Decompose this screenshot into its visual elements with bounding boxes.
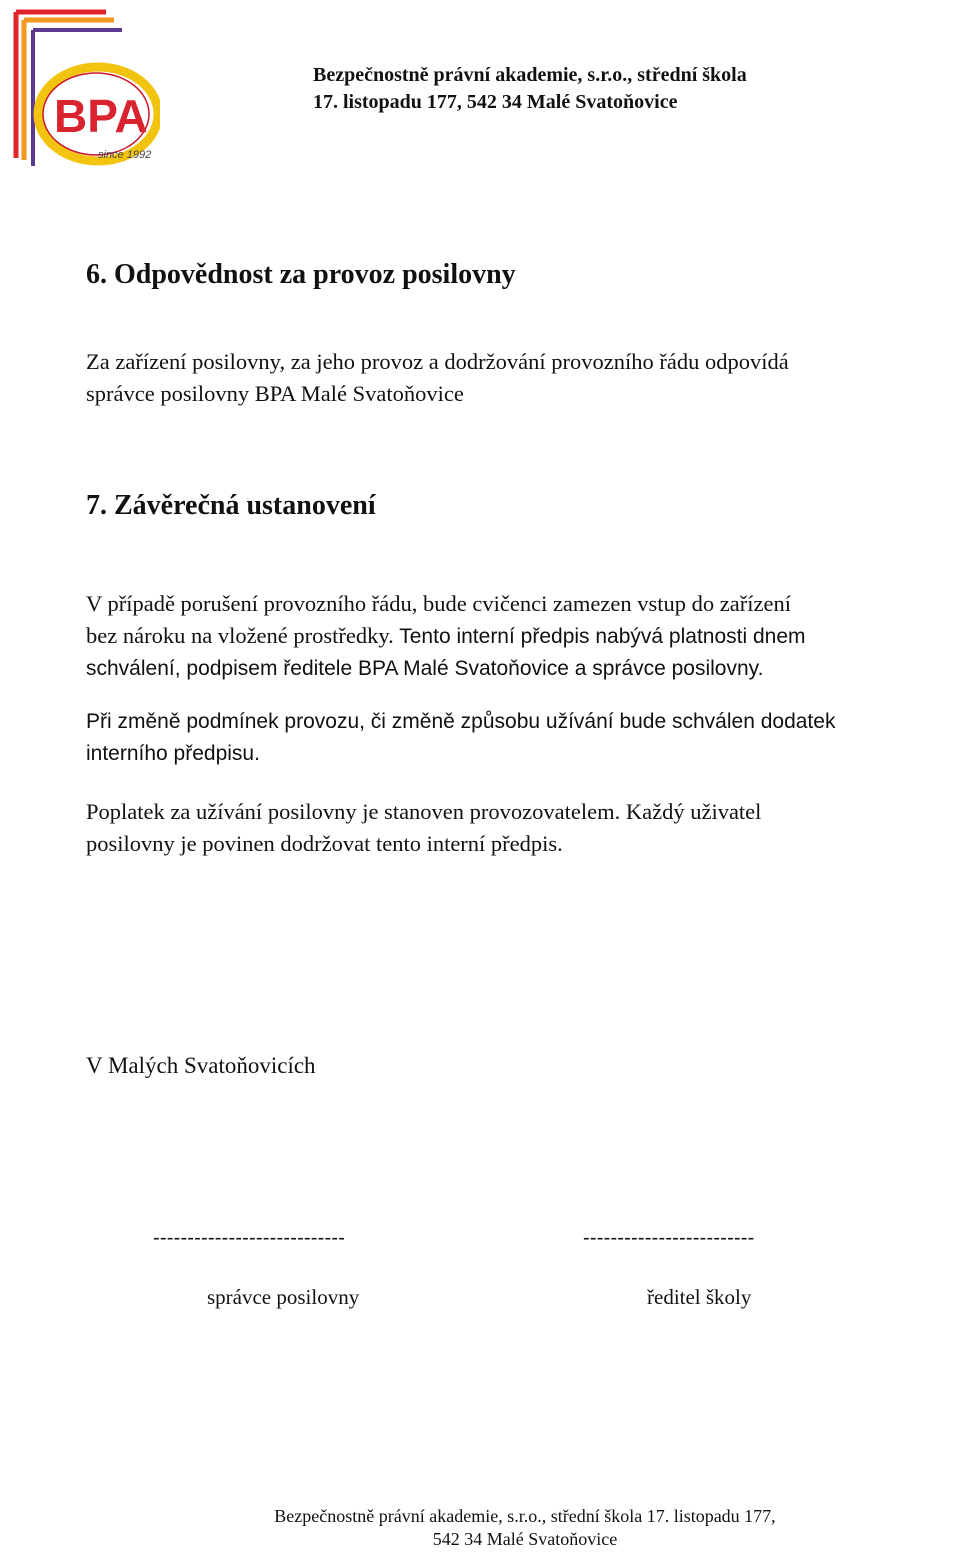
- section-6-text: [86, 346, 960, 410]
- signature-label-right: ředitel školy: [647, 1285, 752, 1309]
- signature-label-left: správce posilovny: [207, 1285, 360, 1309]
- section-7-paragraph-2: [86, 706, 960, 770]
- paragraph-3-line-2: posilovny je povinen dodržovat tento interní předpis.: [86, 831, 563, 856]
- logo-since: since 1992: [98, 149, 152, 161]
- signature-line-left: ----------------------------: [153, 1227, 346, 1249]
- paragraph-1-line-2: [86, 620, 960, 653]
- header: [313, 62, 747, 116]
- signature-line-right: -------------------------: [583, 1227, 755, 1249]
- section-6-title: 6. Odpovědnost za provoz posilovny: [86, 259, 516, 290]
- paragraph-1-line-2a: bez nároku na vložené prostředky.: [86, 623, 394, 648]
- paragraph-3-line-1: Poplatek za užívání posilovny je stanoven provozovatelem. Každý uživatel: [86, 799, 762, 824]
- logo-text: BPA: [54, 90, 148, 142]
- section-7-title: 7. Závěrečná ustanovení: [86, 490, 376, 521]
- paragraph-1-line-1: V případě porušení provozního řádu, bude cvičenci zamezen vstup do zařízení: [86, 591, 791, 616]
- place-text: V Malých Svatoňovicích: [86, 1053, 316, 1078]
- paragraph-2-line-1: Při změně podmínek provozu, či změně způsobu užívání bude schválen dodatek: [86, 710, 836, 733]
- paragraph-1-line-2b: Tento interní předpis nabývá platnosti dnem: [393, 625, 806, 648]
- footer-line-2: 542 34 Malé Svatoňovice: [432, 1529, 618, 1549]
- section-6-line-2: správce posilovny BPA Malé Svatoňovice: [86, 381, 464, 406]
- footer-line-1: Bezpečnostně právní akademie, s.r.o., střední škola 17. listopadu 177,: [274, 1506, 776, 1526]
- section-7-paragraph-3: [86, 796, 960, 860]
- paragraph-1-line-3: schválení, podpisem ředitele BPA Malé Svatoňovice a správce posilovny.: [86, 657, 764, 680]
- header-line-1: Bezpečnostně právní akademie, s.r.o., střední škola: [313, 64, 747, 86]
- header-line-2: 17. listopadu 177, 542 34 Malé Svatoňovice: [313, 91, 678, 113]
- school-logo: [10, 8, 160, 170]
- section-7-paragraph-1: [86, 588, 960, 685]
- section-6-line-1: Za zařízení posilovny, za jeho provoz a dodržování provozního řádu odpovídá: [86, 349, 789, 374]
- paragraph-2-line-2: interního předpisu.: [86, 742, 260, 765]
